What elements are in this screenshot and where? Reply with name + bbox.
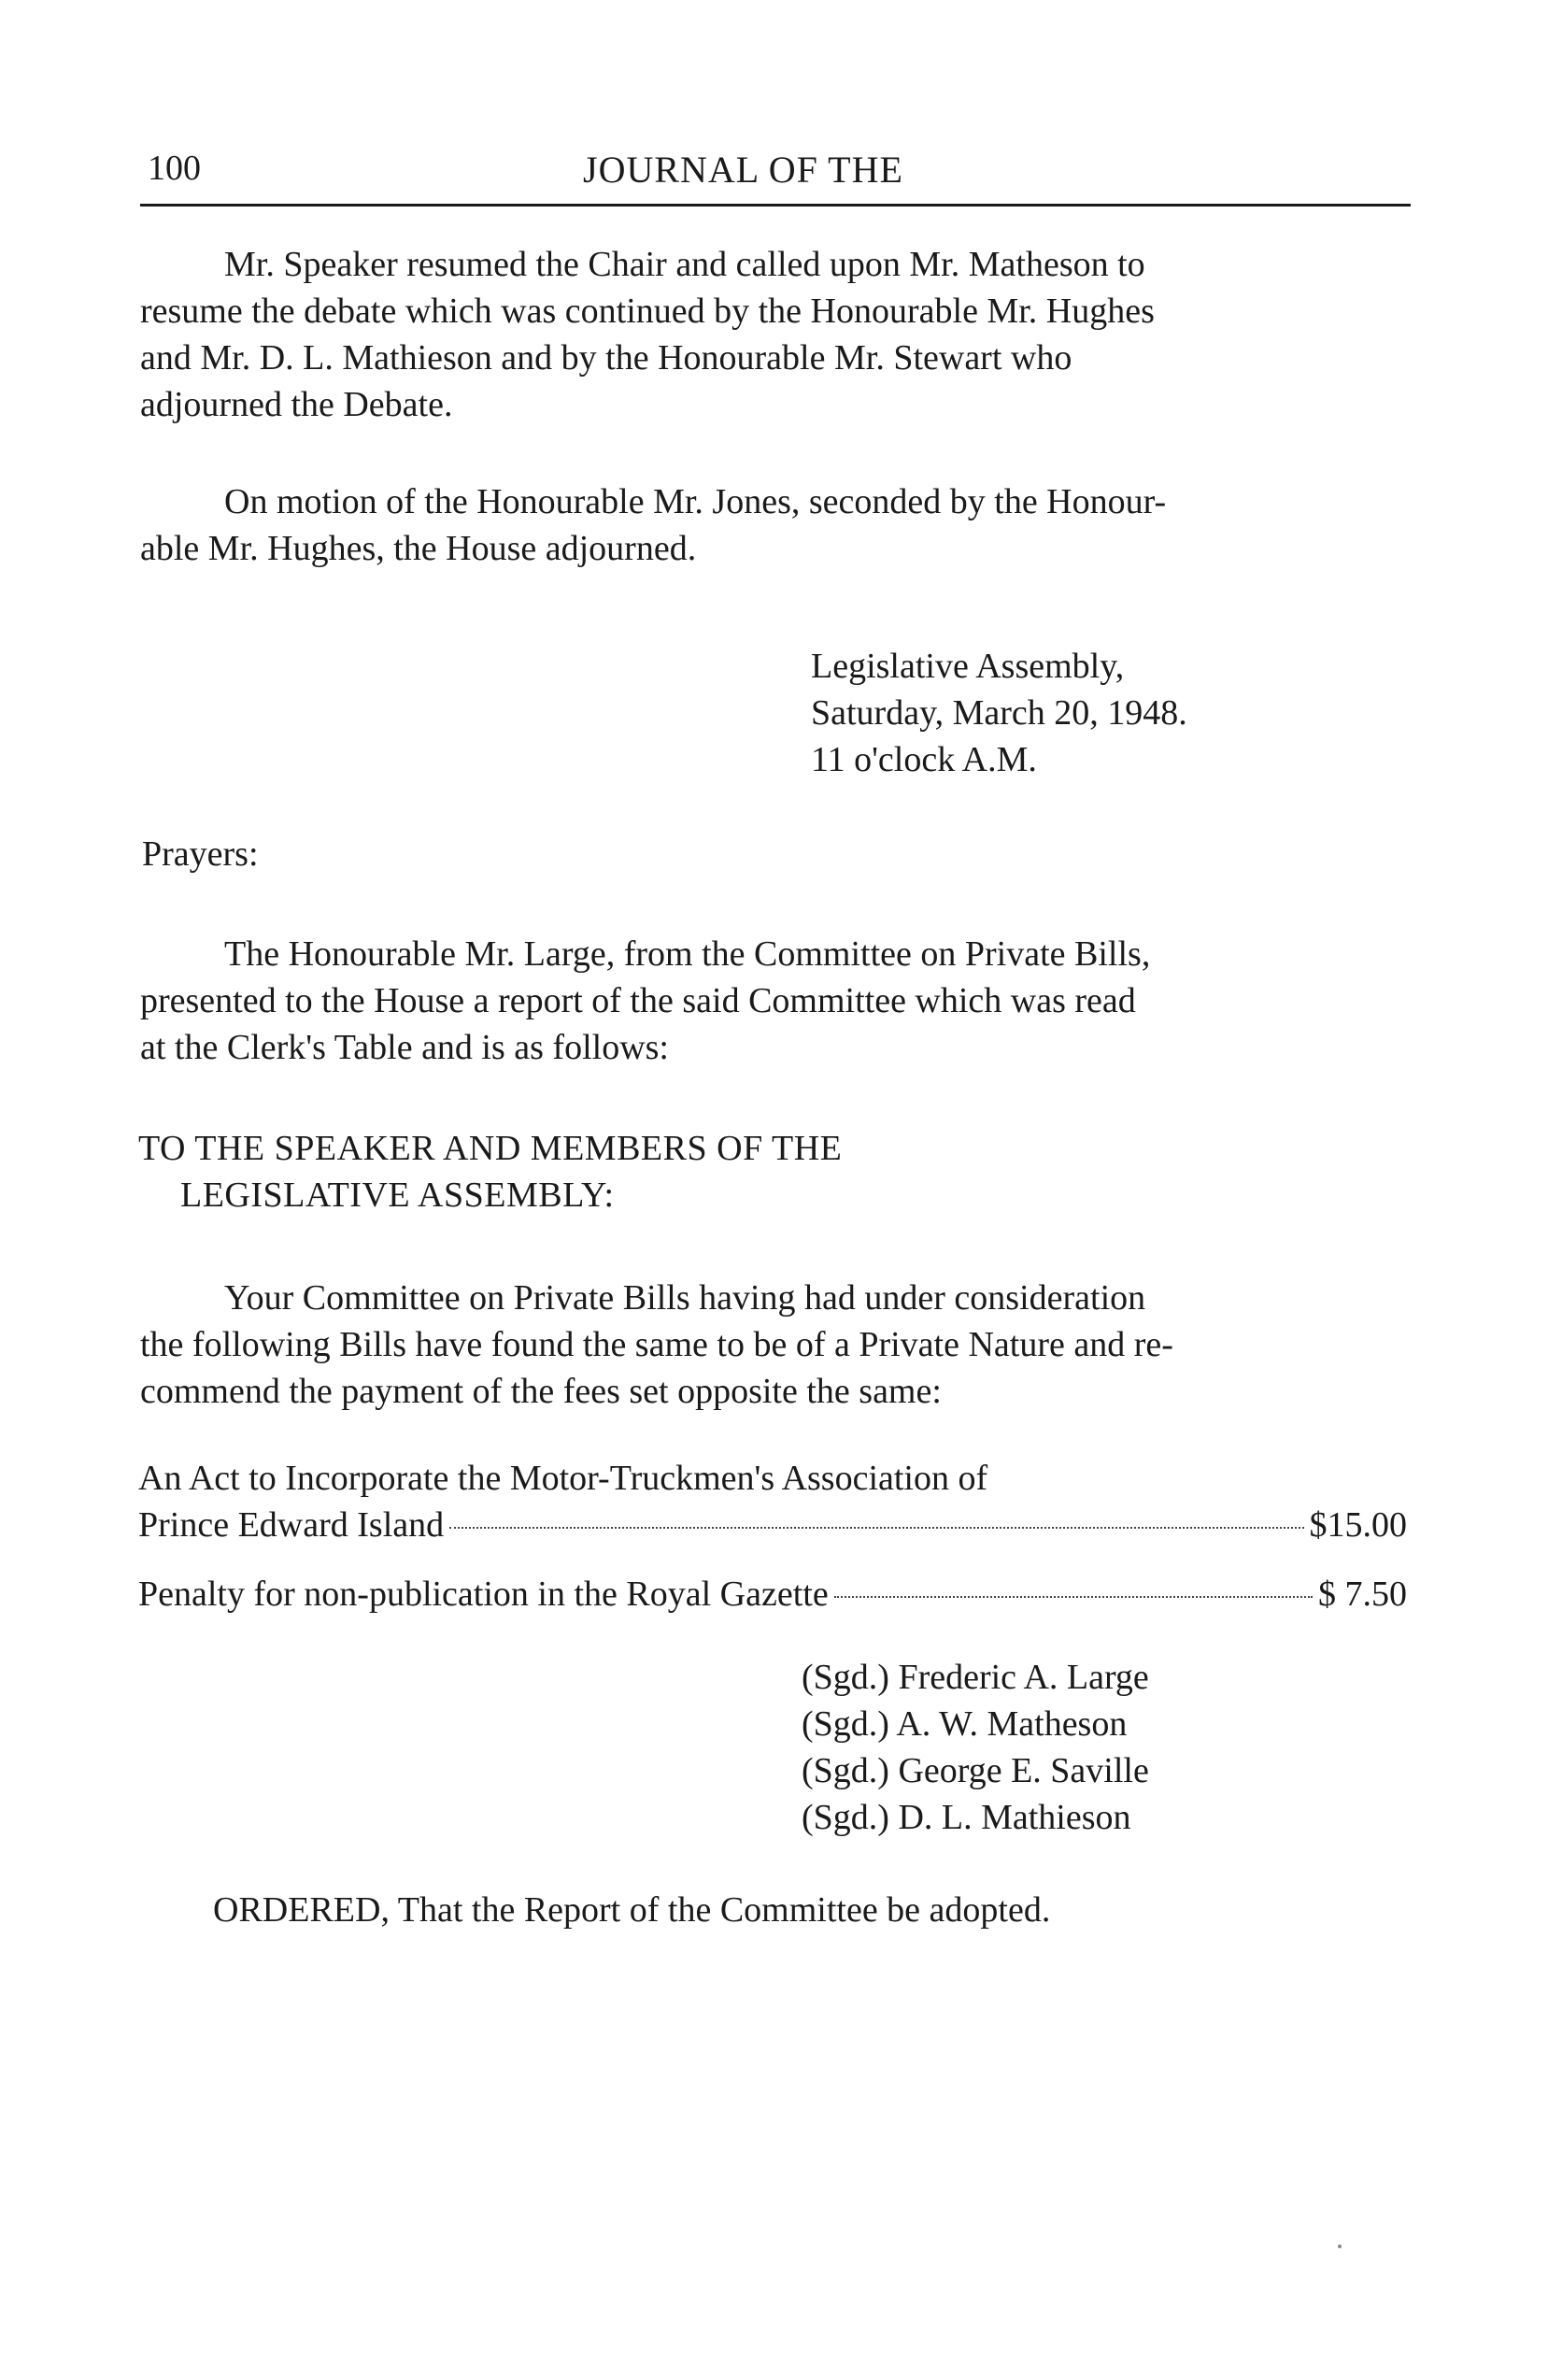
- dot-leader: [449, 1527, 1303, 1529]
- address-line: TO THE SPEAKER AND MEMBERS OF THE: [138, 1129, 843, 1168]
- session-time: 11 o'clock A.M.: [811, 740, 1037, 779]
- scan-speck: [1338, 2245, 1342, 2248]
- paragraph-line: resume the debate which was continued by the Honourable Mr. Hughes: [140, 292, 1155, 331]
- running-title: JOURNAL OF THE: [583, 149, 903, 191]
- paragraph-line: Mr. Speaker resumed the Chair and called upon Mr. Matheson to: [224, 245, 1145, 284]
- fee-item-title-line: [138, 1458, 1407, 1504]
- paragraph-line: adjourned the Debate.: [140, 385, 453, 424]
- signature-line: (Sgd.) A. W. Matheson: [802, 1704, 1128, 1744]
- signature-line: (Sgd.) Frederic A. Large: [802, 1658, 1149, 1697]
- address-line: LEGISLATIVE ASSEMBLY:: [180, 1176, 615, 1215]
- adjournment-paragraph: [140, 478, 1409, 572]
- report-body-paragraph: [140, 1275, 1409, 1415]
- penalty-label: Penalty for non-publication in the Royal Gazette: [138, 1575, 829, 1614]
- ordered-resolution: ORDERED, That the Report of the Committee be adopted.: [213, 1890, 1051, 1930]
- fee-item-title: An Act to Incorporate the Motor-Truckmen's Association of: [138, 1459, 988, 1498]
- debate-paragraph: [140, 241, 1409, 428]
- paragraph-line: The Honourable Mr. Large, from the Committee on Private Bills,: [224, 934, 1151, 974]
- signature-line: (Sgd.) D. L. Mathieson: [802, 1798, 1131, 1837]
- paragraph-line: Your Committee on Private Bills having had under consideration: [224, 1278, 1146, 1318]
- penalty-row: [138, 1574, 1407, 1620]
- session-date-block: [811, 643, 1187, 783]
- dot-leader: [834, 1596, 1313, 1598]
- signature-line: (Sgd.) George E. Saville: [802, 1751, 1149, 1790]
- paragraph-line: and Mr. D. L. Mathieson and by the Honourable Mr. Stewart who: [140, 338, 1072, 378]
- paragraph-line: the following Bills have found the same to be of a Private Nature and re-: [140, 1325, 1173, 1364]
- paragraph-line: presented to the House a report of the said Committee which was read: [140, 981, 1136, 1020]
- fee-item-row: [138, 1504, 1407, 1551]
- page-header: [140, 148, 1411, 207]
- assembly-name: Legislative Assembly,: [811, 647, 1125, 686]
- penalty-amount: $ 7.50: [1318, 1575, 1407, 1614]
- paragraph-line: able Mr. Hughes, the House adjourned.: [140, 529, 697, 568]
- prayers-label: Prayers:: [142, 834, 259, 874]
- signature-block: [802, 1654, 1149, 1841]
- paragraph-line: at the Clerk's Table and is as follows:: [140, 1028, 669, 1067]
- report-intro-paragraph: [140, 931, 1409, 1071]
- paragraph-line: commend the payment of the fees set opposite the same:: [140, 1372, 942, 1411]
- session-date: Saturday, March 20, 1948.: [811, 693, 1187, 733]
- paragraph-line: On motion of the Honourable Mr. Jones, seconded by the Honour-: [224, 482, 1167, 521]
- fee-item-label: Prince Edward Island: [138, 1505, 445, 1545]
- page-number: 100: [148, 149, 201, 188]
- fee-amount: $15.00: [1309, 1505, 1407, 1545]
- report-address: [138, 1125, 842, 1219]
